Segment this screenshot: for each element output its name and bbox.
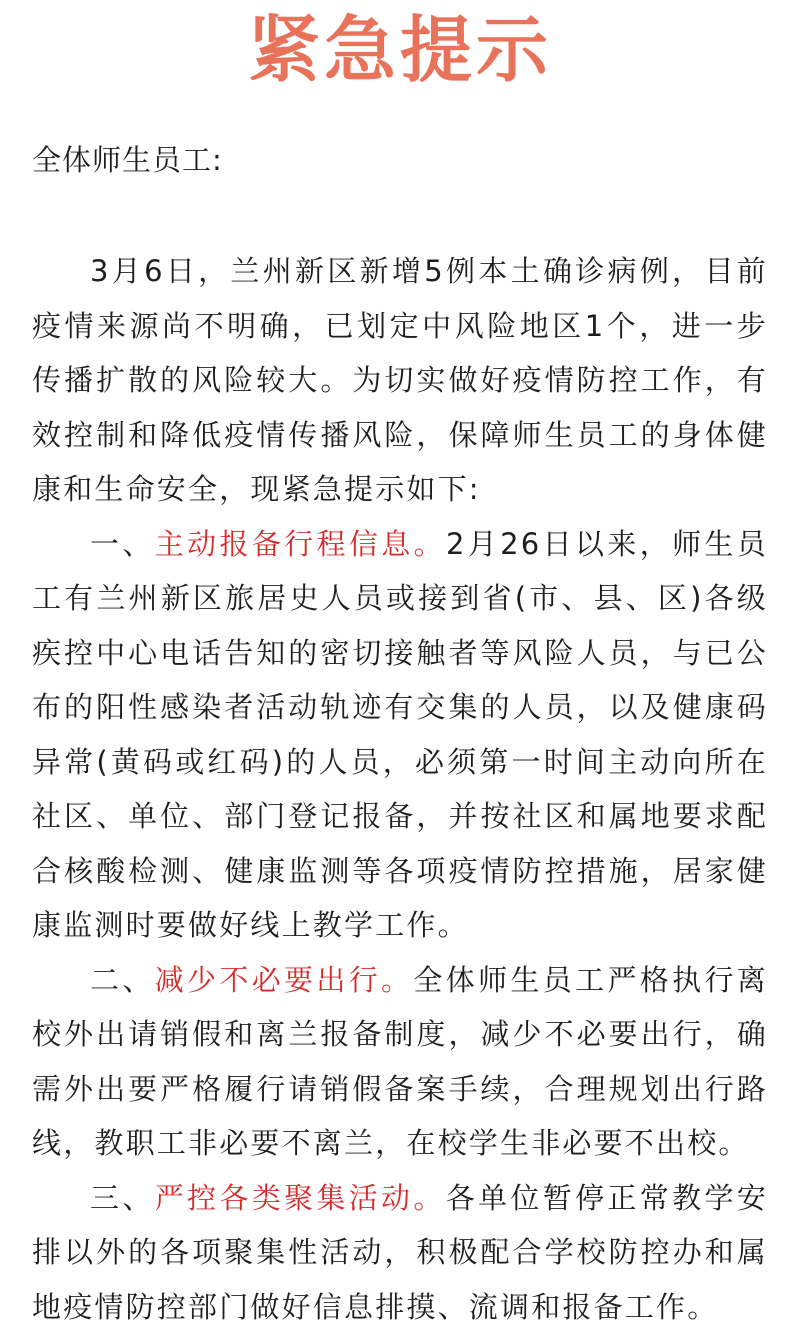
item-paragraph-2 (32, 953, 768, 1171)
item-paragraph-3 (32, 1171, 768, 1334)
item-paragraph-1 (32, 517, 768, 953)
intro-paragraph: 3月6日，兰州新区新增5例本土确诊病例，目前疫情来源尚不明确，已划定中风险地区1个，进一步传播扩散的风险较大。为切实做好疫情防控工作，有效控制和降低疫情传播风险，保障师生员工的身体健康和生命安全，现紧急提示如下: (32, 244, 768, 517)
salutation: 全体师生员工: (32, 140, 223, 180)
item-heading: 减少不必要出行。 (155, 963, 414, 997)
item-heading: 严控各类聚集活动。 (155, 1181, 446, 1215)
item-number: 三、 (90, 1181, 155, 1215)
item-heading: 主动报备行程信息。 (155, 527, 446, 561)
notice-body (32, 244, 768, 1334)
item-number: 一、 (90, 527, 155, 561)
item-text: 各单位暂停正常教学安排以外的各项聚集性活动，积极配合学校防控办和属地疫情防控部门做好信息排摸、流调和报备工作。 (32, 1181, 768, 1324)
item-text: 全体师生员工严格执行离校外出请销假和离兰报备制度，减少不必要出行，确需外出要严格履行请销假备案手续，合理规划出行路线，教职工非必要不离兰，在校学生非必要不出校。 (32, 963, 768, 1161)
item-number: 二、 (90, 963, 155, 997)
page-title: 紧急提示 (0, 8, 800, 92)
item-text: 2月26日以来，师生员工有兰州新区旅居史人员或接到省(市、县、区)各级疾控中心电话告知的密切接触者等风险人员，与已公布的阳性感染者活动轨迹有交集的人员，以及健康码异常(黄码或红码)的人员，必须第一时间主动向所在社区、单位、部门登记报备，并按社区和属地要求配合核酸检测、健康监测等各项疫情防控措施，居家健康监测时要做好线上教学工作。 (32, 527, 768, 943)
